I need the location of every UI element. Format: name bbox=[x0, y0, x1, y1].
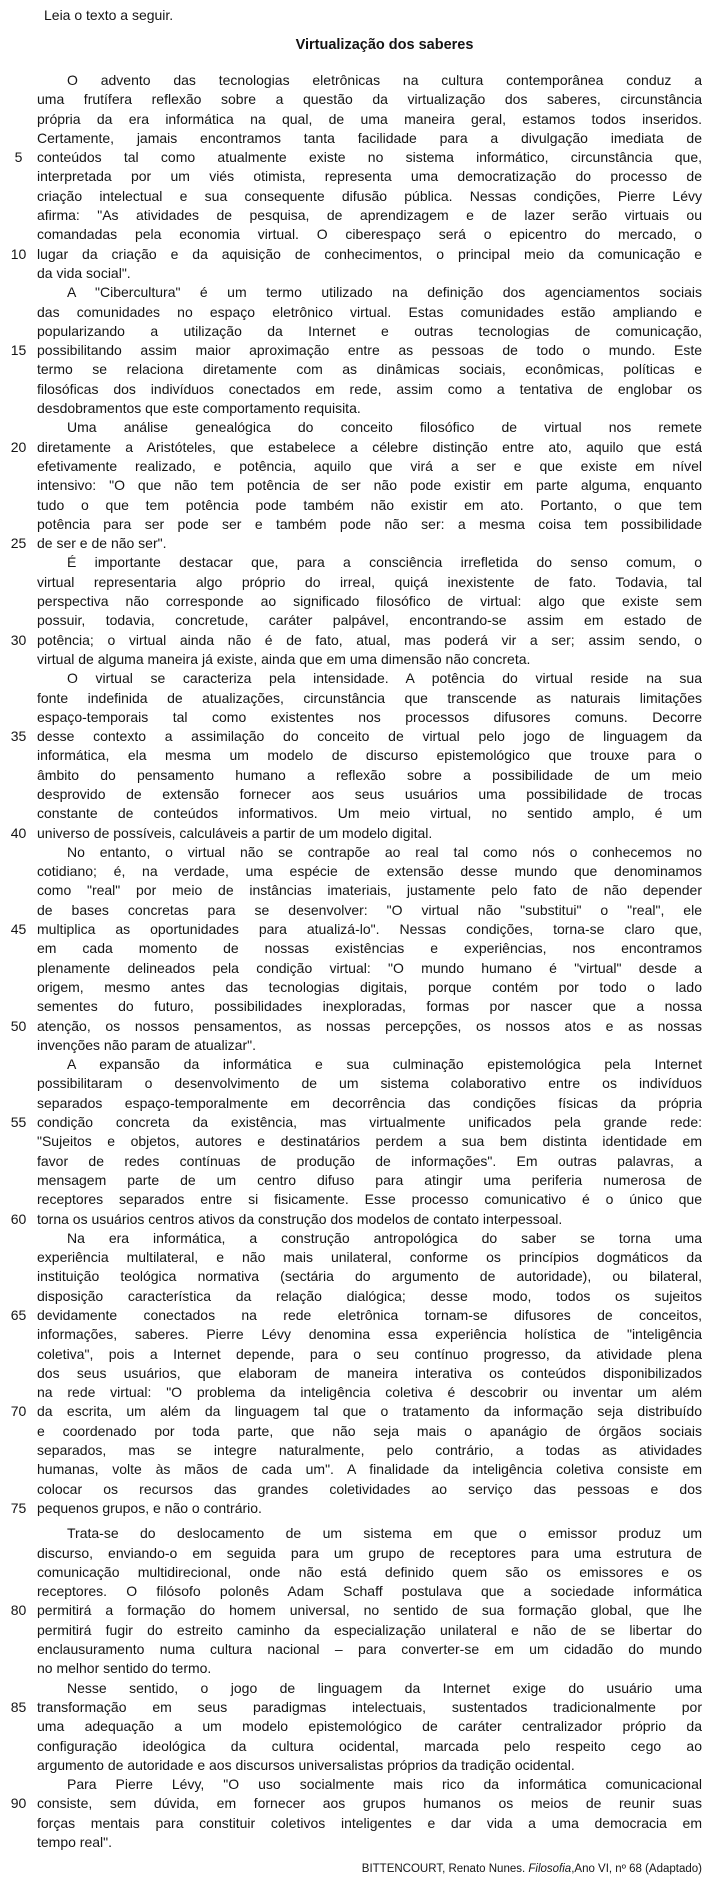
line-number: 15 bbox=[10, 342, 27, 359]
line-number bbox=[0, 1659, 37, 1678]
line-number bbox=[0, 1190, 37, 1209]
line-number bbox=[0, 1756, 37, 1775]
text-line-row bbox=[0, 1036, 710, 1055]
line-number bbox=[0, 187, 37, 206]
text-line-row bbox=[0, 1756, 710, 1775]
text-line: forças mentais para constituir coletivos inteligentes e dar vida a uma democracia em bbox=[37, 1814, 702, 1831]
text-line-row bbox=[0, 1582, 710, 1601]
text-line: informática, ela mesma um modelo de discurso epistemológico que trouxe para o bbox=[37, 747, 702, 764]
line-number bbox=[0, 1524, 37, 1543]
text-line-row bbox=[0, 476, 710, 495]
line-number bbox=[0, 881, 37, 900]
line-number: 50 bbox=[10, 1017, 27, 1034]
text-line: lugar da criação e da aquisição de conhecimentos, o principal meio da comunicação e bbox=[37, 245, 702, 262]
text-line-row bbox=[0, 1422, 710, 1441]
text-line: No entanto, o virtual não se contrapõe ao real tal como nós o conhecemos no bbox=[67, 843, 702, 860]
text-line-row bbox=[0, 515, 710, 534]
line-number bbox=[0, 1582, 37, 1601]
text-line: condição concreta da existência, mas virtualmente unificados pela grande rede: bbox=[37, 1114, 702, 1131]
text-line: na rede virtual: "O problema da inteligência coletiva é descobrir ou inventar um além bbox=[37, 1384, 702, 1401]
text-line: mensagem parte de um centro difuso para atingir uma periferia numerosa de bbox=[37, 1171, 702, 1188]
line-number bbox=[0, 515, 37, 534]
text-line-row bbox=[0, 1229, 710, 1248]
line-number bbox=[0, 399, 37, 418]
text-line-row bbox=[0, 1152, 710, 1171]
text-line-row bbox=[0, 1794, 710, 1813]
text-line-row bbox=[0, 1814, 710, 1833]
line-number bbox=[0, 939, 37, 958]
line-number bbox=[0, 283, 37, 302]
text-line-row bbox=[0, 1171, 710, 1190]
text-line: no melhor sentido do termo. bbox=[37, 1660, 212, 1677]
line-number bbox=[0, 669, 37, 688]
text-line: universo de possíveis, calculáveis a partir de um modelo digital. bbox=[37, 824, 433, 841]
text-line-row bbox=[0, 167, 710, 186]
text-block bbox=[0, 71, 710, 1852]
text-line: das comunidades no espaço eletrônico virtual. Estas comunidades estão ampliando e bbox=[37, 303, 702, 320]
text-line: plenamente delineados pela condição virtual: "O mundo humano é "virtual" desde a bbox=[37, 959, 702, 976]
text-line-row bbox=[0, 399, 710, 418]
line-number bbox=[0, 1640, 37, 1659]
text-line: experiência multilateral, e não mais unilateral, conforme os princípios dogmáticos da bbox=[37, 1249, 702, 1266]
line-number bbox=[0, 1383, 37, 1402]
text-line-row bbox=[0, 553, 710, 572]
text-line-row bbox=[0, 206, 710, 225]
text-line: intensivo: "O que não tem potência de ser não pode existir em parte alguma, enquanto bbox=[37, 477, 702, 494]
text-line: favor de redes contínuas de produção de informações". Em outras palavras, a bbox=[37, 1152, 702, 1169]
text-line-row bbox=[0, 283, 710, 302]
text-line: criação intelectual e sua consequente difusão pública. Nessas condições, Pierre Lévy bbox=[37, 187, 702, 204]
line-number bbox=[0, 496, 37, 515]
text-line: configuração ideológica da cultura ocidental, marcada pelo respeito cego ao bbox=[37, 1737, 702, 1754]
text-line-row bbox=[0, 1094, 710, 1113]
text-line-row bbox=[0, 959, 710, 978]
text-line-row bbox=[0, 650, 710, 669]
text-line-row bbox=[0, 843, 710, 862]
line-number bbox=[0, 129, 37, 148]
line-number bbox=[0, 901, 37, 920]
line-number bbox=[0, 360, 37, 379]
text-line: O virtual se caracteriza pela intensidade. A potência do virtual reside na sua bbox=[67, 670, 702, 687]
line-number bbox=[0, 1036, 37, 1055]
text-line-row bbox=[0, 1325, 710, 1344]
line-number bbox=[0, 303, 37, 322]
text-line: sementes do futuro, possibilidades inexploradas, formas por nascer que a nossa bbox=[37, 998, 702, 1015]
text-line-row bbox=[0, 341, 710, 360]
text-line: origem, mesmo antes das tecnologias digitais, porque contém por todo o lado bbox=[37, 978, 702, 995]
line-number: 80 bbox=[10, 1602, 27, 1619]
text-line: espaço-temporais tal como existentes nos processos difusores comuns. Decorre bbox=[37, 708, 702, 725]
citation-details: ,Ano VI, nº 68 (Adaptado) bbox=[571, 1863, 702, 1875]
text-line-row bbox=[0, 264, 710, 283]
text-line: consiste, sem dúvida, em fornecer aos grupos humanos os meios de reunir suas bbox=[37, 1795, 702, 1812]
text-line-row bbox=[0, 1132, 710, 1151]
text-line: A "Cibercultura" é um termo utilizado na definição dos agenciamentos sociais bbox=[67, 284, 702, 301]
text-line-row bbox=[0, 1190, 710, 1209]
text-line-row bbox=[0, 978, 710, 997]
text-line-row bbox=[0, 1055, 710, 1074]
text-line-row bbox=[0, 1460, 710, 1479]
text-line-row bbox=[0, 727, 710, 746]
line-number bbox=[0, 650, 37, 669]
text-line-row bbox=[0, 187, 710, 206]
text-line: da vida social". bbox=[37, 264, 131, 281]
text-line-row bbox=[0, 746, 710, 765]
text-line-row bbox=[0, 708, 710, 727]
line-number: 85 bbox=[10, 1698, 27, 1715]
line-number: 25 bbox=[10, 535, 27, 552]
text-line-row bbox=[0, 1698, 710, 1717]
text-line: É importante destacar que, para a consciência irrefletida do senso comum, o bbox=[67, 554, 702, 571]
text-line: efetivamente realizado, e potência, aquilo que virá a ser e que existe em nível bbox=[37, 457, 702, 474]
line-number: 75 bbox=[10, 1499, 27, 1516]
text-line: enclausuramento numa cultura nacional – para converter-se em um cidadão do mundo bbox=[37, 1641, 702, 1658]
instruction-text: Leia o texto a seguir. bbox=[44, 7, 174, 23]
text-line-row bbox=[0, 380, 710, 399]
line-number bbox=[0, 1345, 37, 1364]
line-number: 55 bbox=[10, 1114, 27, 1131]
text-line-row bbox=[0, 1306, 710, 1325]
line-number bbox=[0, 1364, 37, 1383]
text-line: disposição característica da relação dialógica; desse modo, todos os sujeitos bbox=[37, 1287, 702, 1304]
text-line: possibilitaram o desenvolvimento de um sistema colaborativo entre os indivíduos bbox=[37, 1075, 702, 1092]
line-number bbox=[0, 1480, 37, 1499]
text-line: interpretada por um viés otimista, representa uma democratização do processo de bbox=[37, 168, 702, 185]
text-line: Na era informática, a construção antropológica do saber se torna uma bbox=[67, 1229, 702, 1246]
text-line: perspectiva não corresponde ao significado filosófico de virtual: algo que existe sem bbox=[37, 593, 702, 610]
text-line-row bbox=[0, 225, 710, 244]
text-line-row bbox=[0, 1267, 710, 1286]
text-line: comunicação multidirecional, onde não está definido quem são os emissores e os bbox=[37, 1563, 702, 1580]
line-number bbox=[0, 1325, 37, 1344]
text-line-row bbox=[0, 1775, 710, 1794]
line-number: 65 bbox=[10, 1307, 27, 1323]
text-line-row bbox=[0, 1480, 710, 1499]
line-number bbox=[0, 476, 37, 495]
text-line: dos seus usuários, que elaboram de maneira interativa os conteúdos disponibilizados bbox=[37, 1364, 702, 1381]
line-number bbox=[0, 1132, 37, 1151]
line-number: 30 bbox=[10, 631, 27, 648]
text-line-row bbox=[0, 1364, 710, 1383]
text-line-row bbox=[0, 129, 710, 148]
text-line-row bbox=[0, 1679, 710, 1698]
citation-work-title: Filosofia bbox=[528, 1863, 572, 1875]
citation-authors: BITTENCOURT, Renato Nunes. bbox=[361, 1863, 529, 1875]
text-line: afirma: "As atividades de pesquisa, de aprendizagem e de lazer serão virtuais ou bbox=[37, 207, 702, 224]
text-line: receptores separados entre si fisicamente. Esse processo comunicativo é o único que bbox=[37, 1191, 702, 1208]
text-line: separados espaço-temporalmente em decorrência das condições físicas da própria bbox=[37, 1094, 702, 1111]
text-line-row bbox=[0, 1402, 710, 1421]
text-line-row bbox=[0, 592, 710, 611]
line-number bbox=[0, 71, 37, 90]
text-line-row bbox=[0, 997, 710, 1016]
text-line: "Sujeitos e objetos, autores e destinatários perdem a sua bem distinta identidade em bbox=[37, 1133, 702, 1150]
text-line-row bbox=[0, 1640, 710, 1659]
text-line: filosóficas dos indivíduos conectados em rede, assim como a tentativa de englobar os bbox=[37, 380, 702, 397]
line-number bbox=[0, 1152, 37, 1171]
line-number bbox=[0, 1229, 37, 1248]
text-line: invenções não param de atualizar". bbox=[37, 1036, 256, 1053]
text-line: tempo real". bbox=[37, 1834, 113, 1851]
text-line: humanas, volte às mãos de cada um". A finalidade da inteligência coletiva consiste em bbox=[37, 1461, 702, 1478]
text-line: constante de conteúdos informativos. Um meio virtual, no sentido amplo, é um bbox=[37, 805, 702, 822]
text-line: instituição teológica normativa (sectária do argumento de autoridade), ou bilateral, bbox=[37, 1268, 702, 1285]
line-number bbox=[0, 1679, 37, 1698]
text-line: comandadas pela economia virtual. O ciberespaço será o epicentro do mercado, o bbox=[37, 226, 702, 243]
line-number bbox=[0, 110, 37, 129]
line-number bbox=[0, 90, 37, 109]
text-line-row bbox=[0, 1524, 710, 1543]
text-line: virtual de alguma maneira já existe, ainda que em uma dimensão não concreta. bbox=[37, 650, 531, 667]
text-line-row bbox=[0, 804, 710, 823]
line-number: 40 bbox=[10, 824, 27, 841]
line-number bbox=[0, 1094, 37, 1113]
text-line: da escrita, um além da linguagem tal que o tratamento da informação seja distribuído bbox=[37, 1403, 702, 1420]
line-number bbox=[0, 1775, 37, 1794]
text-line: possuir, todavia, concretude, caráter palpável, encontrando-se assim em estado de bbox=[37, 612, 702, 629]
line-number bbox=[0, 1563, 37, 1582]
text-line: colocar os recursos das grandes coletividades ao serviço das pessoas e dos bbox=[37, 1480, 702, 1497]
text-line-row bbox=[0, 1017, 710, 1036]
text-line: virtual representaria algo próprio do irreal, quiçá inexistente de fato. Todavia, tal bbox=[37, 573, 702, 590]
text-line-row bbox=[0, 611, 710, 630]
line-number bbox=[0, 1717, 37, 1736]
text-line-row bbox=[0, 496, 710, 515]
line-number bbox=[0, 418, 37, 437]
line-number bbox=[0, 1422, 37, 1441]
text-line-row bbox=[0, 1383, 710, 1402]
line-number bbox=[0, 1544, 37, 1563]
text-line-row bbox=[0, 303, 710, 322]
line-number bbox=[0, 225, 37, 244]
text-line: conteúdos tal como atualmente existe no sistema informático, circunstância que, bbox=[37, 149, 702, 166]
text-line: A expansão da informática e sua culminação epistemológica pela Internet bbox=[67, 1056, 702, 1073]
text-line: multiplica as oportunidades para atualizá-lo". Nessas condições, torna-se claro que, bbox=[37, 921, 702, 938]
text-line-row bbox=[0, 1717, 710, 1736]
text-line: argumento de autoridade e aos discursos universalistas próprios da tradição ocidental. bbox=[37, 1756, 575, 1773]
line-number: 35 bbox=[10, 728, 27, 745]
line-number bbox=[0, 1267, 37, 1286]
text-line-row bbox=[0, 71, 710, 90]
text-line-row bbox=[0, 1621, 710, 1640]
line-number bbox=[0, 959, 37, 978]
text-line: de ser e de não ser". bbox=[37, 535, 167, 552]
text-line-row bbox=[0, 1499, 710, 1518]
text-line-row bbox=[0, 631, 710, 650]
text-line-row bbox=[0, 110, 710, 129]
line-number bbox=[0, 1814, 37, 1833]
line-number bbox=[0, 766, 37, 785]
line-number bbox=[0, 1737, 37, 1756]
text-line: coletiva", pois a Internet depende, para o seu contínuo progresso, da atividade plena bbox=[37, 1345, 702, 1362]
text-line: separados, mas se integre naturalmente, pelo contrário, a todas as atividades bbox=[37, 1442, 702, 1459]
text-line: e coordenado por toda parte, que não seja mais o apanágio de órgãos sociais bbox=[37, 1422, 702, 1439]
line-number bbox=[0, 804, 37, 823]
text-line: Uma análise genealógica do conceito filosófico de virtual nos remete bbox=[67, 419, 702, 436]
line-number bbox=[0, 573, 37, 592]
line-number bbox=[0, 553, 37, 572]
text-line: popularizando a utilização da Internet e outras tecnologias de comunicação, bbox=[37, 322, 702, 339]
text-line-row bbox=[0, 418, 710, 437]
text-line-row bbox=[0, 1659, 710, 1678]
line-number: 70 bbox=[10, 1403, 27, 1420]
text-line-row bbox=[0, 1737, 710, 1756]
text-line: âmbito do pensamento humano a reflexão sobre a possibilidade de um meio bbox=[37, 766, 702, 783]
text-line: Nesse sentido, o jogo de linguagem da Internet exige do usuário uma bbox=[67, 1679, 702, 1696]
line-number bbox=[0, 708, 37, 727]
text-line: permitirá fugir do estreito caminho da especialização unilateral e não de se libertar do bbox=[37, 1621, 702, 1638]
line-number: 5 bbox=[14, 149, 23, 166]
text-line: permitirá a formação do homem universal, no sentido de sua formação global, que lhe bbox=[37, 1602, 702, 1619]
text-line: Para Pierre Lévy, "O uso socialmente mais rico da informática comunicacional bbox=[67, 1776, 702, 1793]
text-line: termo se relaciona diretamente com as dinâmicas sociais, econômicas, políticas e bbox=[37, 361, 702, 378]
text-line-row bbox=[0, 1210, 710, 1229]
line-number bbox=[0, 1074, 37, 1093]
line-number: 20 bbox=[10, 438, 27, 455]
text-line-row bbox=[0, 669, 710, 688]
text-line: potência; o virtual ainda não é de fato, atual, mas poderá vir a ser; assim sendo, o bbox=[37, 631, 702, 648]
line-number: 45 bbox=[10, 921, 27, 938]
text-line: de bases concretas para se desenvolver: "O virtual não "substitui" o "real", ele bbox=[37, 901, 702, 918]
document-title: Virtualização dos saberes bbox=[295, 37, 474, 53]
text-line: diretamente a Aristóteles, que estabelece a célebre distinção entre ato, aquilo que está bbox=[37, 438, 702, 455]
text-line: devidamente conectados na rede eletrônica tornam-se difusores de conceitos, bbox=[37, 1307, 702, 1323]
text-line-row bbox=[0, 901, 710, 920]
text-line-row bbox=[0, 457, 710, 476]
text-line: potência para ser pode ser e também pode não ser: a mesma coisa tem possibilidade bbox=[37, 515, 702, 532]
line-number bbox=[0, 167, 37, 186]
text-line-row bbox=[0, 90, 710, 109]
text-line-row bbox=[0, 766, 710, 785]
line-number bbox=[0, 1171, 37, 1190]
text-line-row bbox=[0, 689, 710, 708]
text-line: como "real" por meio de instâncias imateriais, justamente pelo fato de não depender bbox=[37, 882, 702, 899]
text-line: Certamente, jamais encontramos tanta facilidade para a divulgação imediata de bbox=[37, 129, 702, 146]
text-line: desdobramentos que este comportamento requisita. bbox=[37, 400, 361, 417]
text-line: transformação em seus paradigmas intelectuais, sustentados tradicionalmente por bbox=[37, 1698, 702, 1715]
text-line: O advento das tecnologias eletrônicas na cultura contemporânea conduz a bbox=[67, 72, 702, 88]
text-line-row bbox=[0, 920, 710, 939]
text-line-row bbox=[0, 148, 710, 167]
line-number bbox=[0, 1460, 37, 1479]
line-number: 90 bbox=[10, 1795, 27, 1812]
text-line: própria da era informática na qual, de uma maneira geral, estamos todos inseridos. bbox=[37, 110, 702, 127]
line-number bbox=[0, 1055, 37, 1074]
text-line-row bbox=[0, 1287, 710, 1306]
line-number bbox=[0, 843, 37, 862]
text-line: possibilitando assim maior aproximação entre as pessoas de todo o mundo. Este bbox=[37, 342, 702, 359]
line-number bbox=[0, 322, 37, 341]
text-line: uma frutífera reflexão sobre a questão da virtualização dos saberes, circunstância bbox=[37, 91, 702, 108]
text-line-row bbox=[0, 438, 710, 457]
text-line: em cada momento de nossas existências e experiências, nos encontramos bbox=[37, 940, 702, 957]
line-number: 10 bbox=[10, 245, 27, 262]
line-number bbox=[0, 785, 37, 804]
line-number bbox=[0, 689, 37, 708]
line-number bbox=[0, 206, 37, 225]
text-line-row bbox=[0, 1544, 710, 1563]
text-line-row bbox=[0, 824, 710, 843]
text-line-row bbox=[0, 534, 710, 553]
line-number bbox=[0, 380, 37, 399]
text-line-row bbox=[0, 1248, 710, 1267]
line-number bbox=[0, 611, 37, 630]
line-number bbox=[0, 1441, 37, 1460]
text-line-row bbox=[0, 1074, 710, 1093]
line-number bbox=[0, 997, 37, 1016]
text-line: atenção, os nossos pensamentos, as nossas percepções, os nossos atos e as nossas bbox=[37, 1017, 702, 1034]
line-number bbox=[0, 264, 37, 283]
line-number bbox=[0, 1287, 37, 1306]
text-line: Trata-se do deslocamento de um sistema em que o emissor produz um bbox=[67, 1525, 702, 1542]
text-line-row bbox=[0, 573, 710, 592]
text-line: fonte indefinida de atualizações, circunstância que transcende as naturais limitações bbox=[37, 689, 702, 706]
text-line-row bbox=[0, 785, 710, 804]
text-line: desse contexto a assimilação do conceito de virtual pelo jogo de linguagem da bbox=[37, 728, 702, 745]
text-line-row bbox=[0, 322, 710, 341]
line-number bbox=[0, 862, 37, 881]
citation bbox=[362, 1862, 702, 1876]
line-number bbox=[0, 1833, 37, 1852]
text-line-row bbox=[0, 1345, 710, 1364]
text-line-row bbox=[0, 1441, 710, 1460]
text-line-row bbox=[0, 862, 710, 881]
text-line-row bbox=[0, 1601, 710, 1620]
text-line-row bbox=[0, 245, 710, 264]
text-line-row bbox=[0, 1113, 710, 1132]
text-line: tudo o que tem potência pode também não existir em ato. Portanto, o que tem bbox=[37, 496, 702, 513]
line-number bbox=[0, 746, 37, 765]
line-number bbox=[0, 1621, 37, 1640]
text-line: torna os usuários centros ativos da construção dos modelos de contato interpessoal. bbox=[37, 1210, 563, 1227]
text-line: uma adequação a um modelo epistemológico de caráter centralizador próprio da bbox=[37, 1718, 702, 1735]
line-number bbox=[0, 457, 37, 476]
text-line-row bbox=[0, 360, 710, 379]
text-line: cotidiano; é, na verdade, uma espécie de extensão desse mundo que denominamos bbox=[37, 863, 702, 880]
line-number: 60 bbox=[10, 1210, 27, 1227]
line-number bbox=[0, 592, 37, 611]
text-line: informações, saberes. Pierre Lévy denomina essa experiência holística de "inteligência bbox=[37, 1326, 702, 1343]
text-line-row bbox=[0, 1563, 710, 1582]
line-number bbox=[0, 1248, 37, 1267]
line-number bbox=[0, 978, 37, 997]
text-line: receptores. O filósofo polonês Adam Schaff postulava que a sociedade informática bbox=[37, 1583, 702, 1600]
text-line-row bbox=[0, 939, 710, 958]
text-line: discurso, enviando-o em seguida para um grupo de receptores para uma estrutura de bbox=[37, 1544, 702, 1561]
text-line-row bbox=[0, 1833, 710, 1852]
text-line: desprovido de extensão fornecer aos seus usuários uma possibilidade de trocas bbox=[37, 785, 702, 802]
text-line-row bbox=[0, 881, 710, 900]
text-line: pequenos grupos, e não o contrário. bbox=[37, 1499, 262, 1516]
